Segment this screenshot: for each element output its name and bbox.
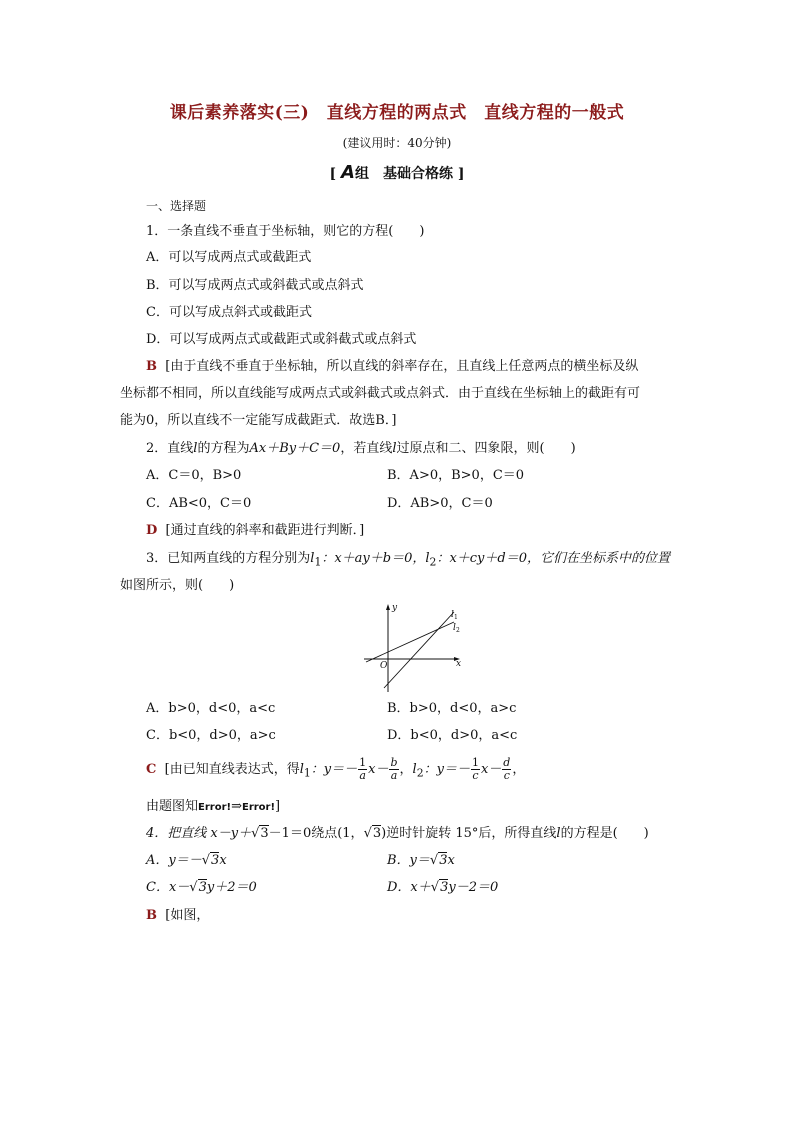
q2-stem <box>146 439 576 459</box>
y-axis-arrow <box>386 604 390 610</box>
q2-explanation-text: [通过直线的斜率和截距进行判断．] <box>165 523 365 538</box>
sqrt-icon: √ <box>430 880 440 895</box>
q2-stem-mid2: ，若直线 <box>340 441 393 456</box>
q3-figure <box>360 600 470 695</box>
q2-option-b: B．A>0，B>0，C＝0 <box>387 468 525 483</box>
q4-optD-sqrt: 3 <box>440 880 449 895</box>
q1-answer-letter: B <box>146 359 157 374</box>
q1-explanation-line3: 能为0，所以直线不一定能写成截距式．故选B．] <box>120 413 397 428</box>
q1-option-b: B．可以写成两点式或斜截式或点斜式 <box>146 278 364 293</box>
q4-optA-pre: A．y＝－ <box>146 853 202 868</box>
q4-optB-post: x <box>447 853 455 868</box>
fig-x-label: x <box>456 659 462 669</box>
q2-line-symbol-2: l <box>392 441 397 456</box>
fig-l1-sub: 1 <box>454 614 458 621</box>
q4-optC-sqrt: 3 <box>198 880 207 895</box>
line-l1 <box>384 612 454 688</box>
frac-denominator: a <box>390 769 398 782</box>
q3-option-a: A．b>0，d<0，a<c <box>146 701 276 716</box>
q4-option-c <box>146 878 257 898</box>
error-text-2: Error! <box>241 802 276 813</box>
q4-option-d <box>387 878 498 898</box>
q2-stem-prefix: 2．直线 <box>146 441 194 456</box>
q3-option-d: D．b<0，d>0，a<c <box>387 728 518 743</box>
q4-answer-letter: B <box>146 908 157 923</box>
q3-eq2: ：x＋cy＋d＝0，它们在坐标系中的位置 <box>436 551 670 566</box>
q3-explanation-line1 <box>146 757 525 787</box>
q3-explanation-line2 <box>146 797 280 818</box>
q3-frac-1-over-a <box>358 757 367 782</box>
q3-frac-b-over-a <box>389 757 398 782</box>
q3-line2-prefix: 由题图知 <box>146 799 199 814</box>
q3-option-b: B．b>0，d<0，a>c <box>387 701 517 716</box>
group-heading <box>0 162 794 183</box>
q3-frac-1-over-c <box>471 757 480 782</box>
q3-stem-prefix: 3．已知两直线的方程分别为 <box>146 551 311 566</box>
q3-l1-sub: 1 <box>314 555 322 569</box>
frac-numerator: d <box>503 756 511 769</box>
q3-stem-line1 <box>146 549 670 573</box>
q3-exp-x1: x－ <box>368 762 389 777</box>
q3-stem-line2: 如图所示，则( ) <box>120 578 235 593</box>
sqrt-icon: √ <box>201 853 211 868</box>
q1-option-a: A．可以写成两点式或截距式 <box>146 250 312 265</box>
q2-line-symbol: l <box>193 441 198 456</box>
q4-optA-sqrt: 3 <box>211 853 220 868</box>
section-heading: 一、选择题 <box>146 199 207 213</box>
q4-optA-post: x <box>219 853 227 868</box>
q1-stem: 1．一条直线不垂直于坐标轴，则它的方程( ) <box>146 224 425 239</box>
q3-option-c: C．b<0，d>0，a>c <box>146 728 276 743</box>
implies-arrow: ⇒ <box>231 799 242 814</box>
q3-exp-l1-sub: 1 <box>303 766 311 780</box>
q4-sqrt-value: 3 <box>260 826 269 841</box>
q4-optC-pre: C．x－ <box>146 880 190 895</box>
q4-explanation <box>146 906 209 926</box>
q4-sqrt-value-2: 3 <box>372 826 382 841</box>
group-text: 组 基础合格练 <box>354 166 453 182</box>
sqrt-icon: √ <box>429 853 439 868</box>
frac-denominator: c <box>472 769 479 782</box>
q4-optB-pre: B．y＝ <box>387 853 430 868</box>
q2-equation: Ax＋By＋C＝0 <box>249 441 341 456</box>
q4-option-b <box>387 851 455 871</box>
q3-exp-comma: ， <box>399 762 413 777</box>
q2-stem-mid: 的方程为 <box>197 441 250 456</box>
q3-l1: l <box>310 551 315 566</box>
q3-line2-end: ] <box>275 799 281 814</box>
q2-option-d: D．AB>0，C＝0 <box>387 496 493 511</box>
q3-frac-d-over-c <box>502 757 511 782</box>
sqrt-icon: √ <box>363 826 372 841</box>
q4-optC-post: y＋2＝0 <box>206 880 257 895</box>
q1-option-d: D．可以写成两点式或截距式或斜截式或点斜式 <box>146 332 417 347</box>
q2-stem-end: 过原点和二、四象限，则( ) <box>396 441 576 456</box>
q4-stem <box>146 824 649 844</box>
group-bracket-left: [ <box>329 166 337 182</box>
suggested-time: (建议用时：40分钟) <box>342 136 452 150</box>
q3-exp-eq1-start: ：y＝－ <box>310 762 358 777</box>
q4-stem-b: －1＝0绕点(1， <box>268 826 364 841</box>
q4-stem-a: 4．把直线 x－y＋ <box>146 826 252 841</box>
error-text-1: Error! <box>198 802 232 813</box>
q4-explanation-text: [如图， <box>165 908 210 923</box>
q1-explanation-text1: [由于直线不垂直于坐标轴，所以直线的斜率存在，且直线上任意两点的横坐标及纵 <box>165 359 639 374</box>
sqrt-icon: √ <box>189 880 198 895</box>
group-letter: A <box>341 162 355 183</box>
fig-y-label: y <box>392 603 398 613</box>
q4-line-symbol: l <box>556 826 561 841</box>
q3-exp-x2: x－ <box>480 762 502 777</box>
q4-stem-c: )逆时针旋转 15°后，所得直线 <box>381 826 557 841</box>
fig-l1-label: l <box>451 610 454 620</box>
frac-denominator: c <box>503 769 510 782</box>
q4-optD-post: y－2＝0 <box>448 880 499 895</box>
q4-optD-pre: D．x＋ <box>387 880 431 895</box>
q2-answer-letter: D <box>146 523 158 538</box>
q3-exp-end: ， <box>512 762 526 777</box>
frac-numerator: 1 <box>359 756 367 769</box>
page-title: 课后素养落实(三) 直线方程的两点式 直线方程的一般式 <box>169 103 625 123</box>
q3-answer-letter: C <box>146 762 157 777</box>
fig-origin-label: O <box>380 661 388 671</box>
q1-option-c: C．可以写成点斜式或截距式 <box>146 305 312 320</box>
q2-option-a: A．C＝0，B>0 <box>146 468 242 483</box>
q3-l2: l <box>425 551 430 566</box>
frac-denominator: a <box>359 769 366 782</box>
q4-stem-d: 的方程是( ) <box>560 826 649 841</box>
q3-exp-l2-sub: 2 <box>416 766 424 780</box>
frac-numerator: 1 <box>471 756 479 769</box>
q3-exp-l2: l <box>412 762 417 777</box>
line-l2 <box>366 622 454 662</box>
q3-eq1: ：x＋ay＋b＝0， <box>321 551 426 566</box>
group-bracket-right: ] <box>457 166 465 182</box>
q4-option-a <box>146 851 227 871</box>
q1-explanation-line2: 坐标都不相同，所以直线能写成两点式或斜截式或点斜式．由于直线在坐标轴上的截距有可 <box>120 386 641 401</box>
q2-explanation <box>146 521 364 541</box>
fig-l2-label: l <box>453 623 456 633</box>
q3-l2-sub: 2 <box>429 555 437 569</box>
q3-exp-eq2-start: ：y＝－ <box>423 762 470 777</box>
sqrt-icon: √ <box>251 826 260 841</box>
q3-exp-l1: l <box>299 762 304 777</box>
frac-numerator: b <box>390 756 398 769</box>
q4-optB-sqrt: 3 <box>439 853 448 868</box>
fig-l2-sub: 2 <box>456 627 460 634</box>
q1-explanation-line1 <box>146 357 638 377</box>
q3-explanation-prefix: [由已知直线表达式，得 <box>164 762 300 777</box>
q2-option-c: C．AB<0，C＝0 <box>146 496 252 511</box>
